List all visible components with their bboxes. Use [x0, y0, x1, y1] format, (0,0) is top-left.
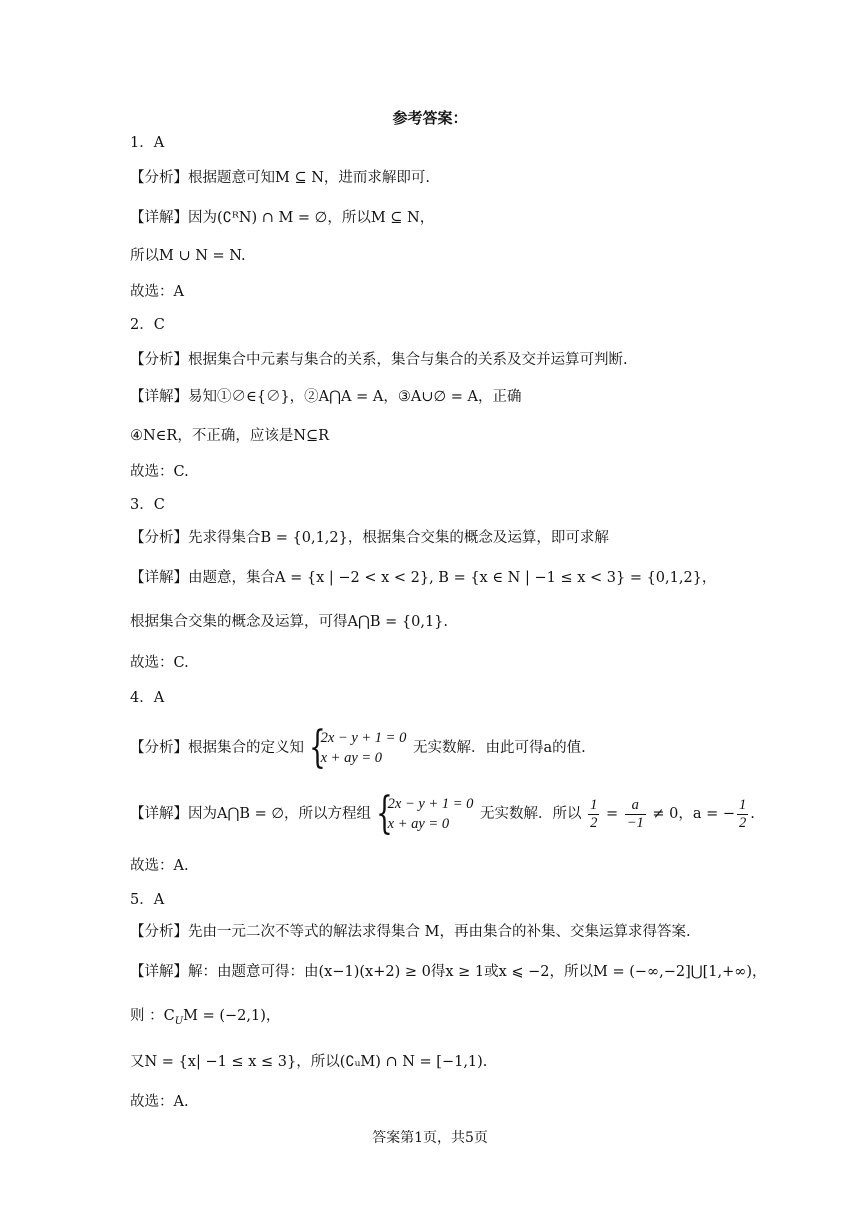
subscript: U: [174, 1015, 184, 1027]
detail-text-pre: 因为A⋂B = ∅，所以方程组: [188, 806, 372, 822]
question-5-detail-2: [130, 1006, 280, 1032]
question-3-number: 3．C: [130, 497, 165, 513]
page-footer: 答案第1页，共5页: [372, 1130, 488, 1146]
question-4-detail: [130, 788, 755, 839]
equation-system: [308, 722, 407, 773]
detail-label: 【详解】: [130, 210, 188, 226]
analysis-text-pre: 根据集合的定义知: [188, 740, 304, 756]
fraction-numerator: a: [625, 797, 646, 815]
question-2-analysis: [130, 350, 628, 370]
analysis-text: 先由一元二次不等式的解法求得集合 M，再由集合的补集、交集运算求得答案.: [188, 924, 691, 940]
detail-text-rest: M = (−2,1)，: [183, 1008, 281, 1024]
analysis-label: 【分析】: [130, 170, 188, 186]
fraction: [737, 797, 748, 832]
fraction: [625, 797, 646, 832]
equation-system: [375, 788, 474, 839]
question-1-number: 1．A: [130, 135, 165, 151]
analysis-label: 【分析】: [130, 352, 188, 368]
fraction-denominator: −1: [626, 814, 644, 831]
question-4-analysis: [130, 722, 586, 773]
question-2-detail-2: ④N∈R，不正确，应该是N⊆R: [130, 428, 330, 444]
question-1-detail: [130, 208, 434, 228]
brace-icon: {: [375, 788, 393, 839]
detail-text: 则 ：C: [130, 1008, 175, 1024]
fraction-numerator: 1: [739, 796, 747, 813]
detail-text: 解：由题意可得：由(x−1)(x+2) ≥ 0得x ≥ 1或x ⩽ −2，所以M = (−∞,−2]⋃[1,+∞)，: [188, 964, 767, 980]
detail-text: 由题意，集合A = {x | −2 < x < 2}, B = {x ∈ N | −1 ≤ x < 3} = {0,1,2}，: [188, 570, 717, 586]
equals-sign: =: [601, 806, 623, 822]
analysis-text: 先求得集合B = {0,1,2}，根据集合交集的概念及运算，即可求解: [188, 530, 609, 546]
equation-row-1: 2x − y + 1 = 0: [387, 796, 474, 812]
question-2-answer: 故选：C.: [130, 464, 189, 480]
detail-label: 【详解】: [130, 964, 188, 980]
question-1-analysis: [130, 168, 430, 188]
fraction-denominator: 2: [590, 814, 598, 831]
equation-row-2: x + ay = 0: [387, 816, 450, 832]
detail-text-mid: 无实数解．所以: [479, 806, 582, 822]
question-2-number: 2．C: [130, 317, 165, 333]
analysis-text-post: 无实数解．由此可得a的值.: [412, 740, 586, 756]
question-5-detail-3: 又N = {x| −1 ≤ x ≤ 3}，所以(∁ᵤM) ∩ N = [−1,1).: [130, 1054, 488, 1070]
detail-label: 【详解】: [130, 570, 188, 586]
detail-label: 【详解】: [130, 389, 188, 405]
question-1-detail-2: 所以M ∪ N = N.: [130, 248, 246, 264]
analysis-text: 根据题意可知M ⊆ N，进而求解即可.: [188, 170, 431, 186]
detail-label: 【详解】: [130, 806, 188, 822]
detail-end: .: [750, 806, 755, 822]
question-4-number: 4．A: [130, 690, 165, 706]
question-4-answer: 故选：A.: [130, 858, 189, 874]
analysis-label: 【分析】: [130, 740, 188, 756]
question-5-number: 5．A: [130, 892, 165, 908]
question-5-answer: 故选：A.: [130, 1094, 189, 1110]
question-5-detail: [130, 962, 767, 982]
question-3-detail: [130, 568, 716, 588]
question-2-detail: [130, 387, 521, 407]
page-title: 参考答案：: [392, 109, 468, 127]
analysis-label: 【分析】: [130, 924, 188, 940]
question-5-analysis: [130, 922, 691, 942]
brace-icon: {: [308, 722, 326, 773]
question-3-detail-2: 根据集合交集的概念及运算，可得A⋂B = {0,1}.: [130, 614, 449, 630]
question-3-analysis: [130, 528, 609, 548]
question-3-answer: 故选：C.: [130, 655, 189, 671]
question-1-answer: 故选：A: [130, 284, 184, 300]
neq-text: ≠ 0，a = −: [647, 806, 736, 822]
detail-text: 易知①∅∈{∅}，②A⋂A = A，③A∪∅ = A，正确: [188, 389, 522, 405]
detail-text: 因为(∁ᴿN) ∩ M = ∅，所以M ⊆ N，: [188, 210, 435, 226]
equation-row-2: x + ay = 0: [320, 750, 383, 766]
fraction: [588, 797, 599, 832]
fraction-denominator: 2: [739, 814, 747, 831]
analysis-label: 【分析】: [130, 530, 188, 546]
analysis-text: 根据集合中元素与集合的关系，集合与集合的关系及交并运算可判断.: [188, 352, 628, 368]
equation-row-1: 2x − y + 1 = 0: [320, 730, 407, 746]
fraction-numerator: 1: [590, 796, 598, 813]
